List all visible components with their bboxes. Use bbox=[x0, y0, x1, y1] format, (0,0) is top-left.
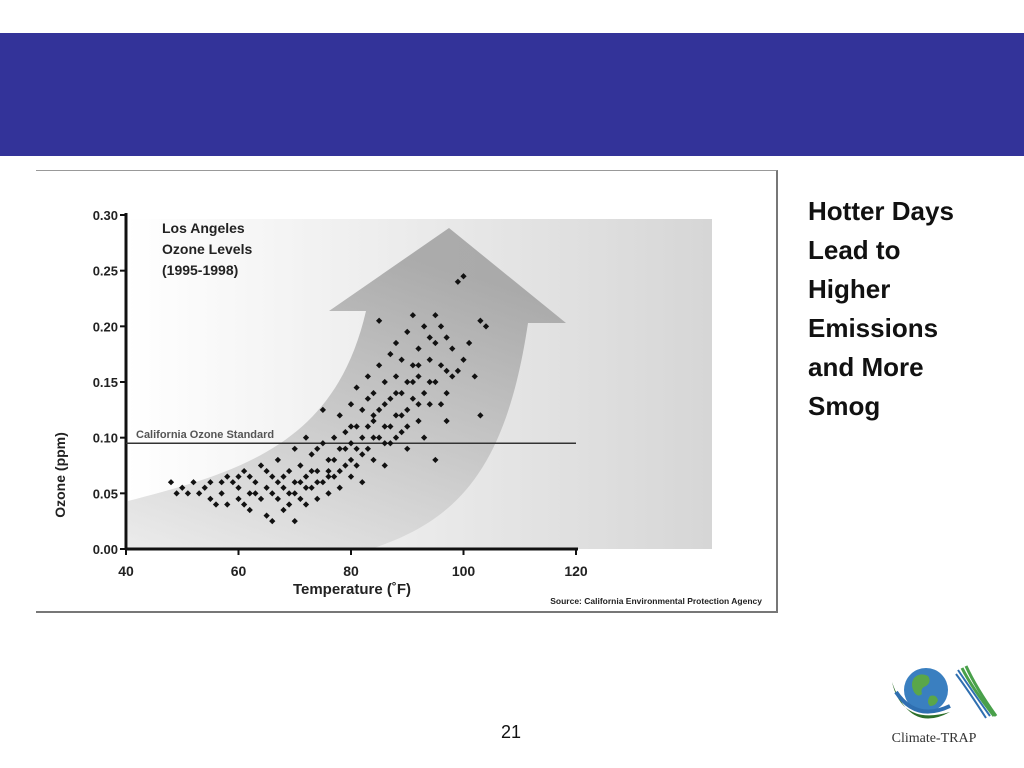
y-tick-label: 0.05 bbox=[92, 486, 118, 502]
chart-title-line: Los Angeles bbox=[162, 220, 245, 236]
headline-line: and More bbox=[808, 352, 924, 382]
chart-title-line: Ozone Levels bbox=[162, 241, 253, 257]
x-tick-label: 60 bbox=[230, 563, 247, 579]
source-note: Source: California Environmental Protection Agency bbox=[550, 596, 762, 606]
x-tick-label: 40 bbox=[118, 563, 134, 579]
y-tick-label: 0.30 bbox=[92, 208, 118, 223]
y-tick-label: 0.15 bbox=[92, 375, 118, 390]
header-bar bbox=[0, 33, 1024, 156]
slide-headline bbox=[808, 192, 1018, 426]
page-number: 21 bbox=[500, 722, 522, 742]
y-tick-label: 0.10 bbox=[92, 430, 118, 446]
y-tick-label: 0.20 bbox=[92, 319, 118, 335]
x-tick-label: 100 bbox=[451, 563, 476, 579]
ozone-chart-figure bbox=[36, 170, 778, 613]
x-tick-label: 120 bbox=[564, 563, 588, 579]
chart-title-line: (1995-1998) bbox=[162, 262, 239, 278]
headline-line: Hotter Days bbox=[808, 196, 954, 226]
y-tick-label: 0.00 bbox=[92, 542, 118, 557]
logo-text: Climate-TRAP bbox=[891, 731, 977, 746]
x-axis-label: Temperature (˚F) bbox=[292, 581, 412, 598]
x-tick-label: 80 bbox=[343, 563, 359, 579]
headline-line: Emissions bbox=[808, 313, 939, 343]
headline-line: Smog bbox=[808, 391, 881, 421]
headline-line: Lead to bbox=[808, 235, 901, 265]
ozone-standard-label: California Ozone Standard bbox=[136, 429, 275, 442]
y-axis-label: Ozone (ppm) bbox=[52, 432, 68, 518]
headline-line: Higher bbox=[808, 274, 891, 304]
ozone-scatter-chart bbox=[36, 171, 776, 611]
y-tick-label: 0.25 bbox=[92, 263, 118, 279]
